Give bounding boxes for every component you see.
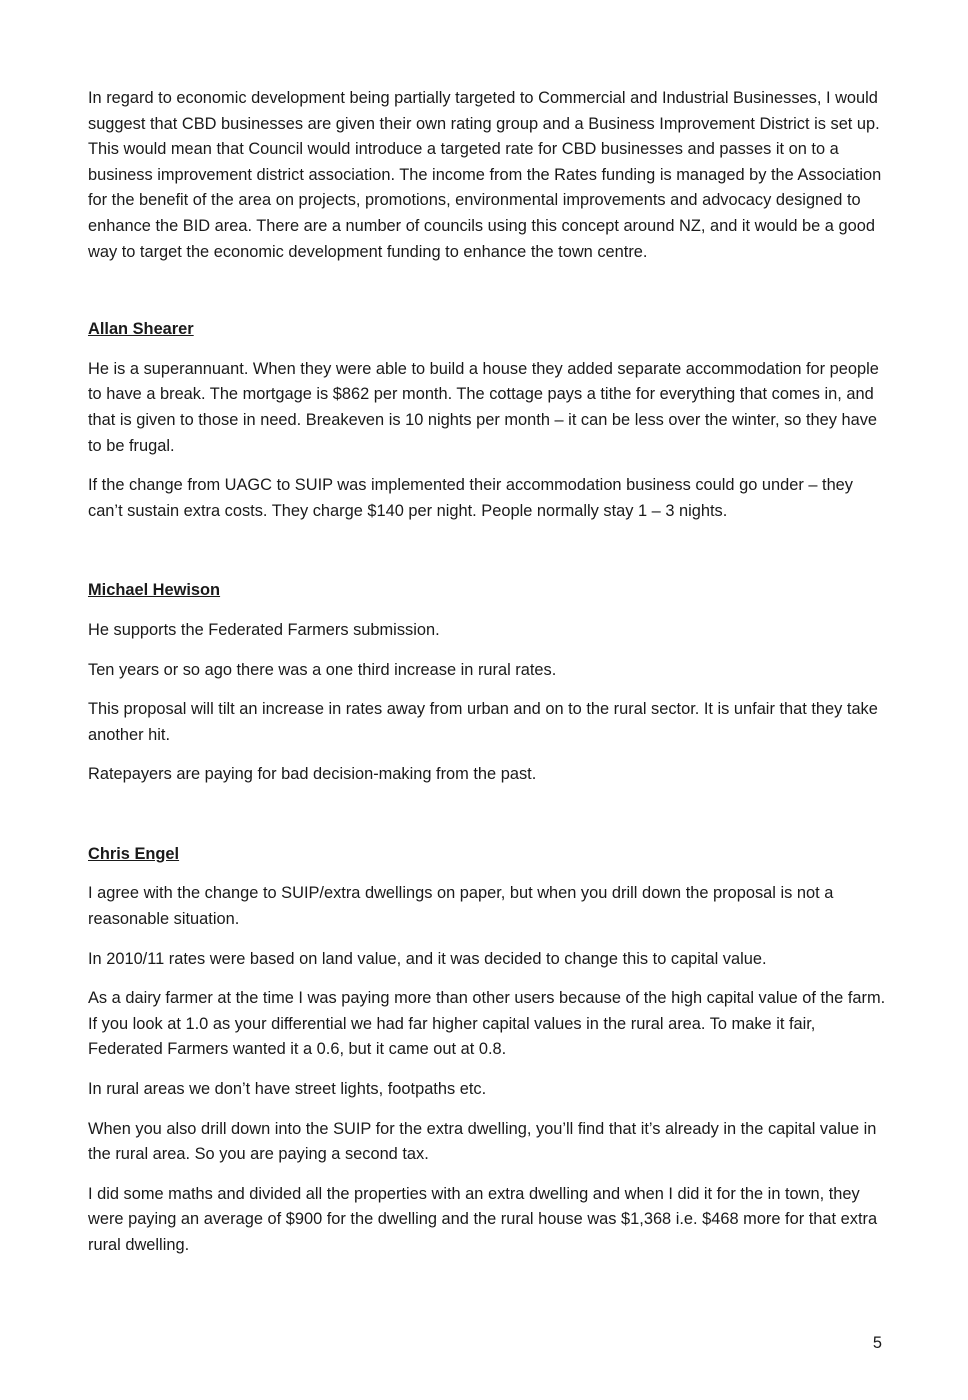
submission-paragraph: This proposal will tilt an increase in rates away from urban and on to the rural sector. It is unfair that they take another hit.	[88, 700, 878, 744]
submission-paragraph: Ratepayers are paying for bad decision-making from the past.	[88, 765, 537, 784]
submission-paragraph: He supports the Federated Farmers submission.	[88, 620, 440, 639]
submission-allan-shearer	[88, 317, 888, 524]
submission-paragraph: He is a superannuant. When they were able to build a house they added separate accommodation for people to have a break. The mortgage is $862 per month. The cottage pays a tithe for everything that comes in, and that is given to those in need. Breakeven is 10 nights per month – it can be less over the winter, so they have to be frugal.	[88, 359, 879, 455]
submission-paragraph: In rural areas we don’t have street lights, footpaths etc.	[88, 1080, 487, 1099]
document-page	[88, 86, 888, 1273]
submission-paragraph: Ten years or so ago there was a one third increase in rural rates.	[88, 660, 557, 679]
submission-paragraph: As a dairy farmer at the time I was paying more than other users because of the high capital value of the farm. If you look at 1.0 as your differential we had far higher capital values in the rural area. To make it fair, Federated Farmers wanted it a 0.6, but it came out at 0.8.	[88, 989, 886, 1059]
page-number: 5	[872, 1334, 882, 1352]
submission-paragraph: When you also drill down into the SUIP for the extra dwelling, you’ll find that it’s already in the capital value in the rural area. So you are paying a second tax.	[88, 1119, 877, 1164]
submission-michael-hewison	[88, 578, 888, 788]
submission-paragraph: If the change from UAGC to SUIP was implemented their accommodation business could go under – they can’t sustain extra costs. They charge $140 per night. People normally stay 1 – 3 nights.	[88, 476, 853, 520]
submitter-name-heading: Michael Hewison	[88, 581, 221, 600]
submitter-name-heading: Allan Shearer	[88, 320, 194, 339]
submitter-name-heading: Chris Engel	[88, 844, 180, 863]
intro-paragraph: In regard to economic development being partially targeted to Commercial and Industrial Businesses, I would suggest that CBD businesses are given their own rating group and a Business Improvement District is set up. This would mean that Council would introduce a targeted rate for CBD businesses and passes it on to a business improvement district association. The income from the Rates funding is managed by the Association for the benefit of the area on projects, promotions, environmental improvements and advocacy designed to enhance the BID area. There are a number of councils using this concept around NZ, and it would be a good way to target the economic development funding to enhance the town centre.	[88, 89, 882, 261]
submission-paragraph: I agree with the change to SUIP/extra dwellings on paper, but when you drill down the proposal is not a reasonable situation.	[88, 884, 834, 929]
submission-paragraph: I did some maths and divided all the properties with an extra dwelling and when I did it for the in town, they were paying an average of $900 for the dwelling and the rural house was $1,368 i.e. $468 more for that extra rural dwelling.	[88, 1184, 878, 1254]
submission-paragraph: In 2010/11 rates were based on land value, and it was decided to change this to capital value.	[88, 949, 767, 968]
submission-chris-engel	[88, 842, 888, 1259]
